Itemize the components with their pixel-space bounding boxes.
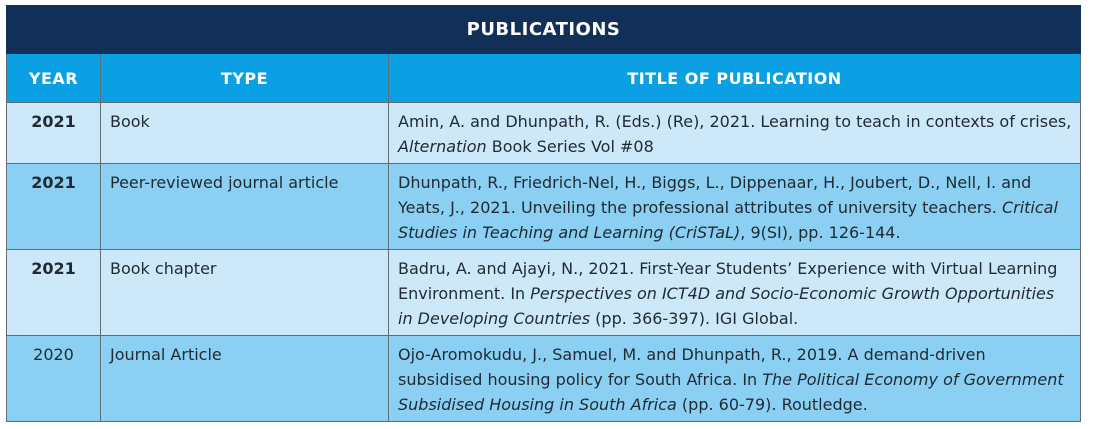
row-title-text-end: Book Series Vol #08	[486, 137, 654, 156]
row-title	[389, 336, 1081, 422]
row-year: 2020	[7, 336, 101, 422]
row-title-text: Dhunpath, R., Friedrich-Nel, H., Biggs, L., Dippenaar, H., Joubert, D., Nell, I. and Yeats, J., 2021. Unveiling the professional attributes of university teachers.	[398, 173, 1032, 217]
row-type: Journal Article	[101, 336, 389, 422]
table-row	[7, 336, 1081, 422]
row-title	[389, 250, 1081, 336]
header-year: YEAR	[7, 54, 101, 103]
row-title	[389, 164, 1081, 250]
row-title-text: Ojo-Aromokudu, J., Samuel, M. and Dhunpath, R., 2019. A demand-driven subsidised housing policy for South Africa. In	[398, 345, 986, 389]
row-title-text: Amin, A. and Dhunpath, R. (Eds.) (Re), 2021. Learning to teach in contexts of crises,	[398, 112, 1072, 131]
row-year: 2021	[7, 250, 101, 336]
row-title-italic: The Political Economy of Government Subsidised Housing in South Africa	[398, 370, 1064, 414]
table-row	[7, 164, 1081, 250]
table-row	[7, 250, 1081, 336]
row-year: 2021	[7, 164, 101, 250]
row-title-text: Badru, A. and Ajayi, N., 2021. First-Year Students’ Experience with Virtual Learning Environment. In	[398, 259, 1058, 303]
row-title	[389, 103, 1081, 164]
table-title: PUBLICATIONS	[7, 6, 1081, 54]
row-title-text-end: , 9(SI), pp. 126-144.	[740, 223, 901, 242]
row-title-italic: Critical Studies in Teaching and Learning (CriSTaL)	[398, 198, 1058, 242]
publications-table-wrapper	[6, 5, 1080, 422]
row-type: Book chapter	[101, 250, 389, 336]
row-title-italic: Alternation	[398, 137, 487, 156]
header-type: TYPE	[101, 54, 389, 103]
table-header-row	[7, 54, 1081, 103]
row-title-italic: Perspectives on ICT4D and Socio-Economic Growth Opportunities in Developing Countries	[398, 284, 1055, 328]
row-title-text-end: (pp. 60-79). Routledge.	[676, 395, 868, 414]
row-type: Book	[101, 103, 389, 164]
header-title: TITLE OF PUBLICATION	[389, 54, 1081, 103]
row-type: Peer-reviewed journal article	[101, 164, 389, 250]
publications-table	[6, 5, 1081, 422]
row-year: 2021	[7, 103, 101, 164]
table-row	[7, 103, 1081, 164]
row-title-text-end: (pp. 366-397). IGI Global.	[590, 309, 799, 328]
